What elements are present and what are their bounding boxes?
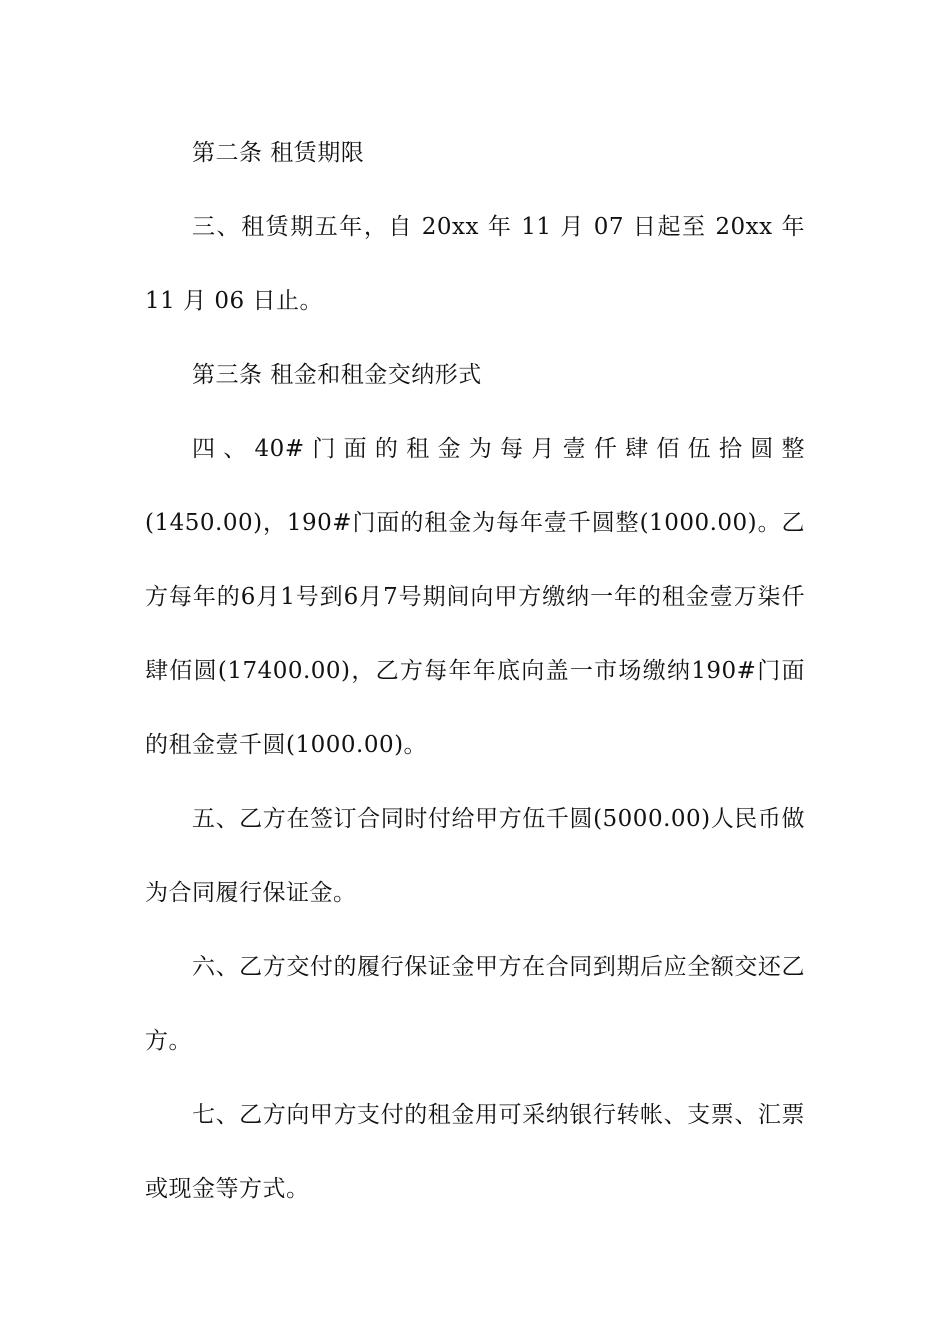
clause-6-paragraph: 六、乙方交付的履行保证金甲方在合同到期后应全额交还乙方。 xyxy=(145,954,805,1054)
clause-3-paragraph: 三、租赁期五年，自 20xx 年 11 月 07 日起至 20xx 年 11 月 06 日止。 xyxy=(145,214,805,314)
clause-7-paragraph: 七、乙方向甲方支付的租金用可采纳银行转帐、支票、汇票或现金等方式。 xyxy=(145,1102,805,1202)
article-3-heading: 第三条 租金和租金交纳形式 xyxy=(192,362,482,388)
clause-4-paragraph: 四、40#门面的租金为每月壹仟肆佰伍拾圆整(1450.00)，190#门面的租金为每年壹千圆整(1000.00)。乙方每年的6月1号到6月7号期间向甲方缴纳一年的租金壹万柒仟肆佰圆(17400.00)，乙方每年年底向盖一市场缴纳190#门面的租金壹千圆(1000.00)。 xyxy=(145,436,805,758)
article-2-heading: 第二条 租赁期限 xyxy=(192,140,365,166)
clause-5-paragraph: 五、乙方在签订合同时付给甲方伍千圆(5000.00)人民币做为合同履行保证金。 xyxy=(145,806,805,906)
